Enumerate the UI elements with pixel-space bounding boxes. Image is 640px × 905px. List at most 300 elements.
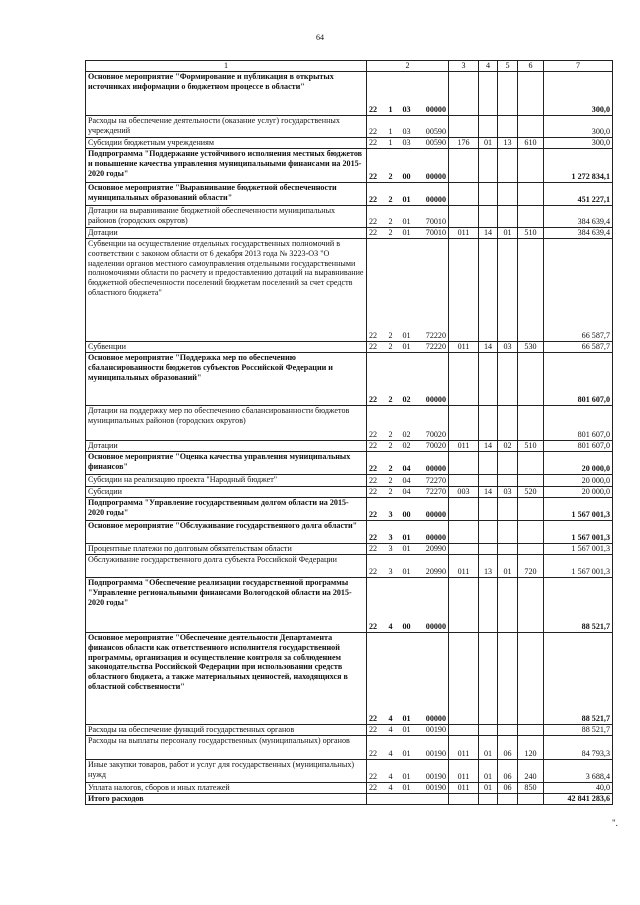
row-c6-cell: 240 bbox=[518, 760, 544, 783]
code-direction: 72270 bbox=[425, 476, 446, 486]
row-code-cell bbox=[367, 736, 449, 760]
row-code-cell bbox=[367, 342, 449, 353]
table-row bbox=[86, 794, 613, 805]
code-measure: 03 bbox=[402, 127, 411, 137]
row-code-cell bbox=[367, 760, 449, 783]
row-c6-cell: 720 bbox=[518, 555, 544, 578]
row-c3-cell bbox=[449, 578, 479, 633]
row-code-cell bbox=[367, 498, 449, 521]
row-c6-cell bbox=[518, 521, 544, 544]
row-c6-cell bbox=[518, 149, 544, 183]
row-code-cell bbox=[367, 441, 449, 452]
code-measure: 04 bbox=[402, 464, 411, 474]
row-c4-cell bbox=[479, 116, 498, 138]
row-c3-cell bbox=[449, 72, 479, 116]
row-name: Расходы на выплаты персоналу государственных (муниципальных) органов bbox=[88, 736, 350, 745]
row-c4-cell: 01 bbox=[479, 138, 498, 149]
table-row bbox=[86, 206, 613, 228]
header-cell: 3 bbox=[449, 61, 479, 72]
row-name-cell bbox=[86, 555, 367, 578]
row-c6-cell bbox=[518, 452, 544, 475]
code-program: 22 bbox=[369, 725, 378, 735]
row-name-cell bbox=[86, 441, 367, 452]
code-subprogram: 1 bbox=[388, 138, 393, 148]
code-program: 22 bbox=[369, 510, 378, 520]
code-subprogram: 2 bbox=[388, 342, 393, 352]
row-c3-cell bbox=[449, 406, 479, 441]
table-row bbox=[86, 760, 613, 783]
row-c5-cell: 03 bbox=[498, 487, 518, 498]
table-row bbox=[86, 406, 613, 441]
row-name-cell bbox=[86, 183, 367, 206]
code-direction: 00190 bbox=[425, 749, 446, 759]
closing-quote: ". bbox=[612, 818, 618, 828]
row-name: Основное мероприятие "Формирование и публикация в открытых источниках информации о бюджетном процессе в области" bbox=[88, 72, 334, 91]
row-c3-cell bbox=[449, 353, 479, 406]
row-total-cell: 1 567 001,3 bbox=[544, 555, 613, 578]
row-c4-cell bbox=[479, 452, 498, 475]
code-subprogram: 3 bbox=[388, 567, 393, 577]
row-c5-cell bbox=[498, 633, 518, 725]
row-name: Основное мероприятие "Поддержка мер по обеспечению сбалансированности бюджетов субъектов Российской Федерации и муниципальных образований" bbox=[88, 353, 333, 382]
row-name-cell bbox=[86, 116, 367, 138]
row-c6-cell bbox=[518, 633, 544, 725]
code-subprogram: 2 bbox=[388, 476, 393, 486]
row-c6-cell bbox=[518, 116, 544, 138]
code-program: 22 bbox=[369, 476, 378, 486]
row-c5-cell bbox=[498, 149, 518, 183]
row-name: Дотации bbox=[88, 228, 118, 237]
code-measure: 04 bbox=[402, 476, 411, 486]
code-subprogram: 2 bbox=[388, 217, 393, 227]
row-total-cell: 1 567 001,3 bbox=[544, 521, 613, 544]
row-total-cell: 801 607,0 bbox=[544, 441, 613, 452]
row-c4-cell bbox=[479, 544, 498, 555]
code-direction: 00000 bbox=[425, 622, 446, 632]
code-subprogram: 2 bbox=[388, 430, 393, 440]
row-c5-cell: 02 bbox=[498, 441, 518, 452]
row-c5-cell bbox=[498, 725, 518, 736]
row-c5-cell bbox=[498, 578, 518, 633]
code-subprogram: 2 bbox=[388, 487, 393, 497]
row-c3-cell: 011 bbox=[449, 342, 479, 353]
row-code-cell bbox=[367, 783, 449, 794]
code-direction: 00000 bbox=[425, 533, 446, 543]
code-program: 22 bbox=[369, 544, 378, 554]
code-measure: 02 bbox=[402, 430, 411, 440]
table-row bbox=[86, 342, 613, 353]
row-code-cell bbox=[367, 544, 449, 555]
row-c6-cell bbox=[518, 498, 544, 521]
row-c3-cell bbox=[449, 725, 479, 736]
code-measure: 01 bbox=[402, 725, 411, 735]
row-c5-cell: 01 bbox=[498, 228, 518, 239]
row-total-cell: 3 688,4 bbox=[544, 760, 613, 783]
row-c6-cell bbox=[518, 406, 544, 441]
row-total-cell: 384 639,4 bbox=[544, 228, 613, 239]
row-c3-cell bbox=[449, 475, 479, 487]
row-name-cell bbox=[86, 342, 367, 353]
row-c3-cell: 011 bbox=[449, 441, 479, 452]
row-c4-cell bbox=[479, 475, 498, 487]
row-c6-cell bbox=[518, 206, 544, 228]
header-cell: 6 bbox=[518, 61, 544, 72]
row-name: Подпрограмма "Поддержание устойчивого исполнения местных бюджетов и повышение качества управления муниципальными финансами на 2015-2020 годы" bbox=[88, 149, 363, 178]
row-c3-cell: 011 bbox=[449, 555, 479, 578]
code-subprogram: 2 bbox=[388, 464, 393, 474]
row-c6-cell: 510 bbox=[518, 441, 544, 452]
table-row bbox=[86, 498, 613, 521]
row-c6-cell: 850 bbox=[518, 783, 544, 794]
code-measure: 01 bbox=[402, 714, 411, 724]
code-program: 22 bbox=[369, 138, 378, 148]
row-c4-cell bbox=[479, 406, 498, 441]
row-c5-cell bbox=[498, 206, 518, 228]
row-c5-cell: 01 bbox=[498, 555, 518, 578]
row-c6-cell: 530 bbox=[518, 342, 544, 353]
code-direction: 00590 bbox=[425, 127, 446, 137]
row-c4-cell bbox=[479, 578, 498, 633]
code-subprogram: 3 bbox=[388, 533, 393, 543]
row-name-cell bbox=[86, 544, 367, 555]
row-c4-cell bbox=[479, 72, 498, 116]
row-c6-cell bbox=[518, 475, 544, 487]
row-name-cell bbox=[86, 578, 367, 633]
code-program: 22 bbox=[369, 228, 378, 238]
code-subprogram: 4 bbox=[388, 725, 393, 735]
code-subprogram: 2 bbox=[388, 441, 393, 451]
header-cell: 2 bbox=[367, 61, 449, 72]
page-number: 64 bbox=[316, 33, 324, 42]
code-program: 22 bbox=[369, 464, 378, 474]
row-c5-cell bbox=[498, 498, 518, 521]
row-c5-cell bbox=[498, 794, 518, 805]
row-code-cell bbox=[367, 475, 449, 487]
code-subprogram: 1 bbox=[388, 105, 393, 115]
row-name-cell bbox=[86, 498, 367, 521]
code-direction: 00000 bbox=[425, 714, 446, 724]
code-subprogram: 4 bbox=[388, 749, 393, 759]
row-code-cell bbox=[367, 183, 449, 206]
row-code-cell bbox=[367, 353, 449, 406]
code-program: 22 bbox=[369, 195, 378, 205]
row-name-cell bbox=[86, 138, 367, 149]
row-c6-cell bbox=[518, 725, 544, 736]
row-c4-cell: 01 bbox=[479, 783, 498, 794]
row-c4-cell: 14 bbox=[479, 487, 498, 498]
code-measure: 01 bbox=[402, 533, 411, 543]
row-total-cell: 88 521,7 bbox=[544, 633, 613, 725]
row-name-cell bbox=[86, 794, 367, 805]
code-direction: 00190 bbox=[425, 725, 446, 735]
row-code-cell bbox=[367, 406, 449, 441]
row-name-cell bbox=[86, 206, 367, 228]
code-measure: 00 bbox=[402, 510, 411, 520]
row-c5-cell bbox=[498, 183, 518, 206]
row-c5-cell bbox=[498, 239, 518, 342]
code-program: 22 bbox=[369, 714, 378, 724]
row-name: Расходы на обеспечение деятельности (оказание услуг) государственных учреждений bbox=[88, 116, 340, 135]
code-program: 22 bbox=[369, 217, 378, 227]
row-total-cell: 88 521,7 bbox=[544, 725, 613, 736]
row-name-cell bbox=[86, 487, 367, 498]
code-subprogram: 4 bbox=[388, 714, 393, 724]
row-c3-cell bbox=[449, 206, 479, 228]
row-c3-cell bbox=[449, 116, 479, 138]
row-c4-cell bbox=[479, 239, 498, 342]
row-c6-cell bbox=[518, 794, 544, 805]
code-subprogram: 3 bbox=[388, 544, 393, 554]
row-name: Расходы на обеспечение функций государственных органов bbox=[88, 725, 295, 734]
table-row bbox=[86, 72, 613, 116]
row-name-cell bbox=[86, 353, 367, 406]
code-direction: 00000 bbox=[425, 172, 446, 182]
row-code-cell bbox=[367, 239, 449, 342]
row-total-cell: 300,0 bbox=[544, 138, 613, 149]
table-row bbox=[86, 116, 613, 138]
row-name-cell bbox=[86, 406, 367, 441]
row-c6-cell: 520 bbox=[518, 487, 544, 498]
code-program: 22 bbox=[369, 749, 378, 759]
code-program: 22 bbox=[369, 127, 378, 137]
header-cell: 7 bbox=[544, 61, 613, 72]
row-name-cell bbox=[86, 149, 367, 183]
code-subprogram: 2 bbox=[388, 331, 393, 341]
code-subprogram: 2 bbox=[388, 172, 393, 182]
header-cell: 1 bbox=[86, 61, 367, 72]
row-total-cell: 40,0 bbox=[544, 783, 613, 794]
code-program: 22 bbox=[369, 430, 378, 440]
row-code-cell bbox=[367, 116, 449, 138]
code-direction: 00590 bbox=[425, 138, 446, 148]
row-code-cell bbox=[367, 521, 449, 544]
row-name: Иные закупки товаров, работ и услуг для государственных (муниципальных) нужд bbox=[88, 760, 355, 779]
code-measure: 01 bbox=[402, 217, 411, 227]
table-row bbox=[86, 149, 613, 183]
code-direction: 70010 bbox=[425, 217, 446, 227]
row-c4-cell: 01 bbox=[479, 760, 498, 783]
row-code-cell bbox=[367, 452, 449, 475]
code-program: 22 bbox=[369, 533, 378, 543]
row-name-cell bbox=[86, 452, 367, 475]
code-program: 22 bbox=[369, 772, 378, 782]
row-total-cell: 88 521,7 bbox=[544, 578, 613, 633]
table-row bbox=[86, 783, 613, 794]
table-row bbox=[86, 725, 613, 736]
code-direction: 00190 bbox=[425, 772, 446, 782]
row-total-cell: 1 272 834,1 bbox=[544, 149, 613, 183]
row-c6-cell: 510 bbox=[518, 228, 544, 239]
row-name: Дотации bbox=[88, 441, 118, 450]
row-total-cell: 20 000,0 bbox=[544, 487, 613, 498]
row-name: Подпрограмма "Управление государственным долгом области на 2015-2020 годы" bbox=[88, 498, 349, 517]
row-c4-cell bbox=[479, 794, 498, 805]
code-program: 22 bbox=[369, 395, 378, 405]
code-program: 22 bbox=[369, 172, 378, 182]
code-direction: 70020 bbox=[425, 441, 446, 451]
code-measure: 01 bbox=[402, 544, 411, 554]
row-code-cell bbox=[367, 228, 449, 239]
row-total-cell: 384 639,4 bbox=[544, 206, 613, 228]
code-subprogram: 2 bbox=[388, 395, 393, 405]
row-c6-cell bbox=[518, 578, 544, 633]
row-code-cell bbox=[367, 206, 449, 228]
code-subprogram: 1 bbox=[388, 127, 393, 137]
row-c4-cell: 14 bbox=[479, 228, 498, 239]
row-c4-cell bbox=[479, 498, 498, 521]
code-direction: 00000 bbox=[425, 195, 446, 205]
row-c3-cell bbox=[449, 149, 479, 183]
row-total-cell: 42 841 283,6 bbox=[544, 794, 613, 805]
code-measure: 00 bbox=[402, 622, 411, 632]
table-row bbox=[86, 441, 613, 452]
row-total-cell: 20 000,0 bbox=[544, 475, 613, 487]
row-name: Основное мероприятие "Обеспечение деятельности Департамента финансов области как ответственного исполнителя государственной программы, организация и осуществление контроля за соблюдением законодательства Российской Федерации при использовании средств областного бюджета, а также материальных ценностей, находящихся в областной собственности" bbox=[88, 633, 348, 691]
row-c6-cell bbox=[518, 544, 544, 555]
code-subprogram: 2 bbox=[388, 195, 393, 205]
code-direction: 00000 bbox=[425, 105, 446, 115]
row-name-cell bbox=[86, 228, 367, 239]
row-c5-cell bbox=[498, 116, 518, 138]
row-c4-cell bbox=[479, 521, 498, 544]
row-c3-cell: 011 bbox=[449, 228, 479, 239]
code-measure: 03 bbox=[402, 105, 411, 115]
code-program: 22 bbox=[369, 331, 378, 341]
row-c3-cell: 011 bbox=[449, 760, 479, 783]
code-measure: 01 bbox=[402, 342, 411, 352]
row-code-cell bbox=[367, 138, 449, 149]
row-name: Дотации на выравнивание бюджетной обеспеченности муниципальных районов (городских округов) bbox=[88, 206, 336, 225]
row-c3-cell bbox=[449, 183, 479, 206]
row-name-cell bbox=[86, 725, 367, 736]
row-c3-cell: 011 bbox=[449, 783, 479, 794]
row-c6-cell bbox=[518, 72, 544, 116]
row-c6-cell bbox=[518, 183, 544, 206]
code-measure: 04 bbox=[402, 487, 411, 497]
code-direction: 70010 bbox=[425, 228, 446, 238]
row-total-cell: 300,0 bbox=[544, 116, 613, 138]
table-row bbox=[86, 183, 613, 206]
row-c5-cell bbox=[498, 406, 518, 441]
row-c4-cell: 14 bbox=[479, 342, 498, 353]
row-total-cell: 801 607,0 bbox=[544, 353, 613, 406]
code-direction: 00190 bbox=[425, 783, 446, 793]
code-direction: 72270 bbox=[425, 487, 446, 497]
table-row bbox=[86, 353, 613, 406]
row-c5-cell: 03 bbox=[498, 342, 518, 353]
row-name: Субсидии бюджетным учреждениям bbox=[88, 138, 214, 147]
row-name-cell bbox=[86, 633, 367, 725]
code-subprogram: 3 bbox=[388, 510, 393, 520]
code-subprogram: 4 bbox=[388, 772, 393, 782]
code-program: 22 bbox=[369, 441, 378, 451]
row-c6-cell bbox=[518, 239, 544, 342]
row-name: Обслуживание государственного долга субъекта Российской Федерации bbox=[88, 555, 337, 564]
row-c4-cell: 14 bbox=[479, 441, 498, 452]
row-total-cell: 1 567 001,3 bbox=[544, 544, 613, 555]
row-c3-cell: 011 bbox=[449, 736, 479, 760]
code-direction: 72220 bbox=[425, 342, 446, 352]
table-header-row bbox=[86, 61, 613, 72]
table-row bbox=[86, 544, 613, 555]
row-code-cell bbox=[367, 578, 449, 633]
row-c3-cell bbox=[449, 239, 479, 342]
row-code-cell bbox=[367, 725, 449, 736]
table-row bbox=[86, 487, 613, 498]
header-cell: 5 bbox=[498, 61, 518, 72]
row-c5-cell bbox=[498, 544, 518, 555]
row-code-cell bbox=[367, 555, 449, 578]
code-measure: 01 bbox=[402, 195, 411, 205]
row-name: Основное мероприятие "Обслуживание государственного долга области" bbox=[88, 521, 358, 530]
row-total-cell: 66 587,7 bbox=[544, 239, 613, 342]
row-total-cell: 300,0 bbox=[544, 72, 613, 116]
row-name-cell bbox=[86, 72, 367, 116]
row-name: Субвенции на осуществление отдельных государственных полномочий в соответствии с законом области от 6 декабря 2013 года № 3223-ОЗ "О наделении органов местного самоуправления отдельными государственными полномочиями области по расчету и предоставлению дотаций на выравнивание бюджетной обеспеченности поселений бюджетам поселений за счет средств областного бюджета" bbox=[88, 239, 364, 297]
code-direction: 20990 bbox=[425, 567, 446, 577]
row-total-cell: 1 567 001,3 bbox=[544, 498, 613, 521]
row-c5-cell: 06 bbox=[498, 736, 518, 760]
row-name: Дотации на поддержку мер по обеспечению сбалансированности бюджетов муниципальных районов (городских округов) bbox=[88, 406, 350, 425]
row-c5-cell: 13 bbox=[498, 138, 518, 149]
row-name-cell bbox=[86, 783, 367, 794]
row-name: Итого расходов bbox=[88, 794, 144, 803]
table-row bbox=[86, 452, 613, 475]
row-c3-cell: 176 bbox=[449, 138, 479, 149]
row-c5-cell bbox=[498, 72, 518, 116]
row-c3-cell bbox=[449, 544, 479, 555]
row-c3-cell: 003 bbox=[449, 487, 479, 498]
row-c5-cell bbox=[498, 475, 518, 487]
row-total-cell: 20 000,0 bbox=[544, 452, 613, 475]
table-row bbox=[86, 475, 613, 487]
code-direction: 00000 bbox=[425, 395, 446, 405]
row-name-cell bbox=[86, 521, 367, 544]
row-c3-cell bbox=[449, 794, 479, 805]
row-code-cell bbox=[367, 149, 449, 183]
code-subprogram: 4 bbox=[388, 622, 393, 632]
row-code-cell bbox=[367, 633, 449, 725]
code-direction: 00000 bbox=[425, 464, 446, 474]
code-program: 22 bbox=[369, 342, 378, 352]
code-measure: 03 bbox=[402, 138, 411, 148]
code-subprogram: 2 bbox=[388, 228, 393, 238]
row-c4-cell bbox=[479, 149, 498, 183]
code-measure: 01 bbox=[402, 749, 411, 759]
row-c6-cell bbox=[518, 353, 544, 406]
row-name-cell bbox=[86, 239, 367, 342]
row-total-cell: 66 587,7 bbox=[544, 342, 613, 353]
row-code-cell bbox=[367, 72, 449, 116]
code-direction: 70020 bbox=[425, 430, 446, 440]
code-direction: 20990 bbox=[425, 544, 446, 554]
code-measure: 01 bbox=[402, 783, 411, 793]
row-name: Подпрограмма "Обеспечение реализации государственной программы "Управление региональными финансами Вологодской области на 2015-2020 годы" bbox=[88, 578, 352, 607]
table-row bbox=[86, 736, 613, 760]
code-direction: 72220 bbox=[425, 331, 446, 341]
table-row bbox=[86, 633, 613, 725]
row-c5-cell: 06 bbox=[498, 760, 518, 783]
row-name: Процентные платежи по долговым обязательствам области bbox=[88, 544, 292, 553]
code-program: 22 bbox=[369, 487, 378, 497]
table-row bbox=[86, 138, 613, 149]
row-c6-cell: 120 bbox=[518, 736, 544, 760]
row-c4-cell bbox=[479, 183, 498, 206]
row-c5-cell bbox=[498, 353, 518, 406]
code-measure: 02 bbox=[402, 395, 411, 405]
row-c4-cell bbox=[479, 353, 498, 406]
code-program: 22 bbox=[369, 783, 378, 793]
